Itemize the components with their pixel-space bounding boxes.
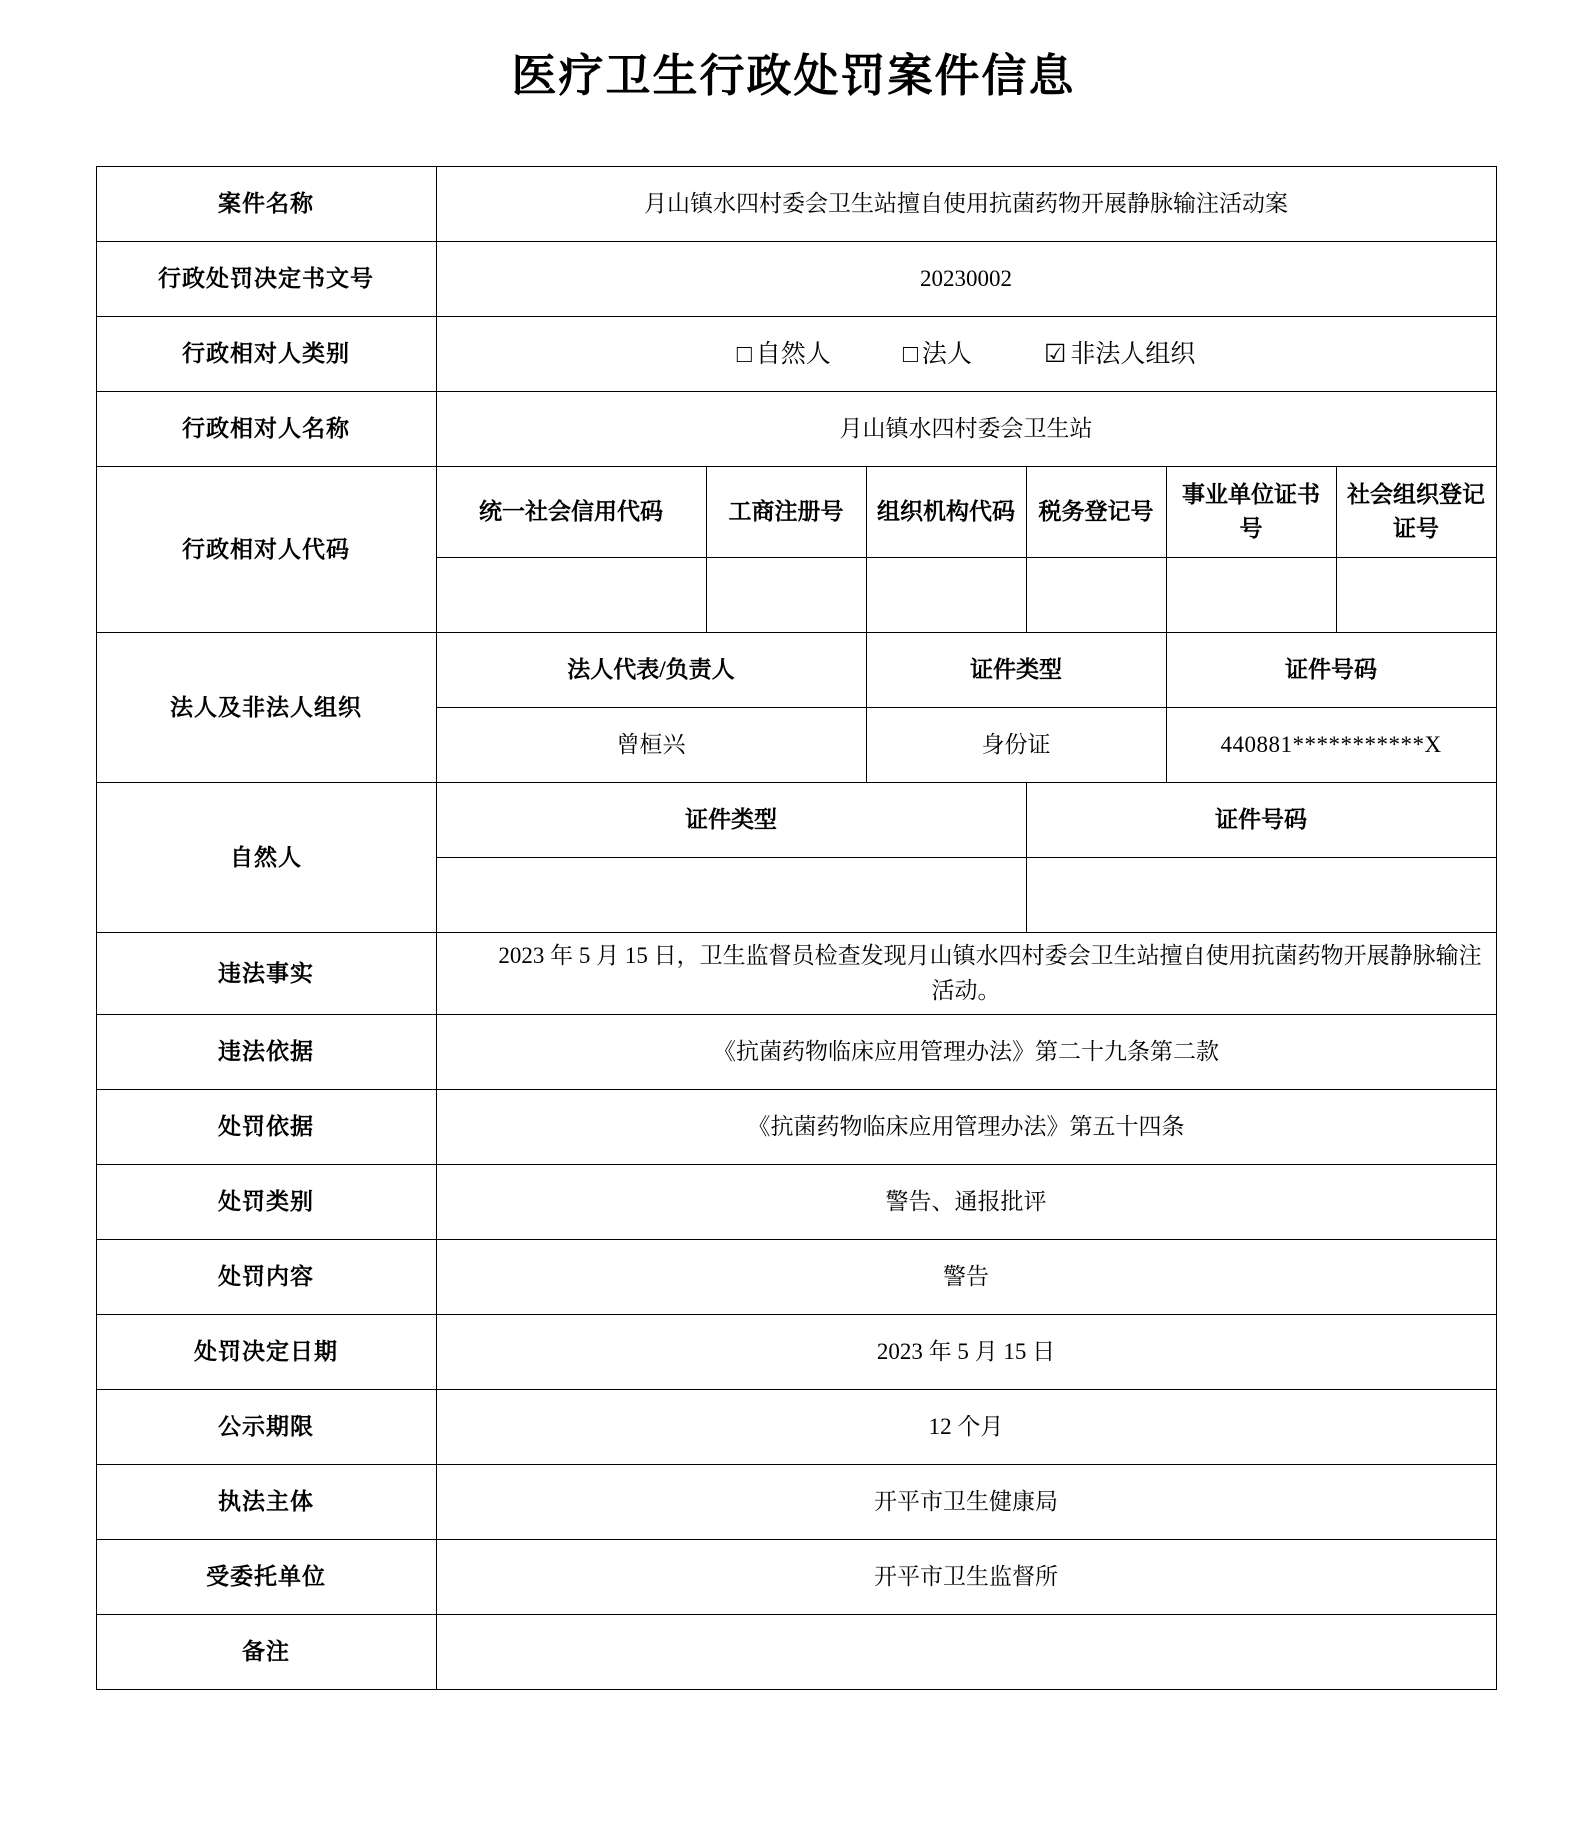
value-natural-person-id-number xyxy=(1026,858,1496,933)
header-natural-person-id-type: 证件类型 xyxy=(436,783,1026,858)
label-party-type: 行政相对人类别 xyxy=(96,317,436,392)
label-illegal-basis: 违法依据 xyxy=(96,1015,436,1090)
label-decision-date: 处罚决定日期 xyxy=(96,1315,436,1390)
value-illegal-facts: 2023 年 5 月 15 日，卫生监督员检查发现月山镇水四村委会卫生站擅自使用抗菌药物开展静脉输注活动。 xyxy=(436,933,1496,1015)
label-penalty-content: 处罚内容 xyxy=(96,1240,436,1315)
table-row xyxy=(96,392,1496,467)
header-id-type: 证件类型 xyxy=(866,633,1166,708)
checkbox-label: 非法人组织 xyxy=(1070,340,1196,368)
label-penalty-basis: 处罚依据 xyxy=(96,1090,436,1165)
value-penalty-type: 警告、通报批评 xyxy=(436,1165,1496,1240)
header-tax-registration-no: 税务登记号 xyxy=(1026,467,1166,558)
checkbox-icon: □ xyxy=(736,340,752,368)
value-natural-person-id-type xyxy=(436,858,1026,933)
penalty-info-table-wrapper xyxy=(94,104,1494,1690)
header-natural-person-id-number: 证件号码 xyxy=(1026,783,1496,858)
table-row xyxy=(96,1540,1496,1615)
label-remarks: 备注 xyxy=(96,1615,436,1690)
header-unified-social-credit-code: 统一社会信用代码 xyxy=(436,467,706,558)
value-case-name: 月山镇水四村委会卫生站擅自使用抗菌药物开展静脉输注活动案 xyxy=(436,167,1496,242)
table-row xyxy=(96,242,1496,317)
value-decision-date: 2023 年 5 月 15 日 xyxy=(436,1315,1496,1390)
label-case-name: 案件名称 xyxy=(96,167,436,242)
table-row xyxy=(96,1615,1496,1690)
penalty-info-table xyxy=(96,166,1497,1690)
value-organization-code xyxy=(866,558,1026,633)
value-id-type: 身份证 xyxy=(866,708,1166,783)
checkbox-icon: □ xyxy=(902,340,918,368)
label-party-codes: 行政相对人代码 xyxy=(96,467,436,633)
header-legal-representative: 法人代表/负责人 xyxy=(436,633,866,708)
value-business-registration-no xyxy=(706,558,866,633)
value-party-name: 月山镇水四村委会卫生站 xyxy=(436,392,1496,467)
label-decision-doc-no: 行政处罚决定书文号 xyxy=(96,242,436,317)
table-row xyxy=(96,167,1496,242)
label-enforcement-authority: 执法主体 xyxy=(96,1465,436,1540)
value-unified-social-credit-code xyxy=(436,558,706,633)
table-row xyxy=(96,1015,1496,1090)
header-business-registration-no: 工商注册号 xyxy=(706,467,866,558)
table-row xyxy=(96,633,1496,708)
table-row xyxy=(96,1465,1496,1540)
label-illegal-facts: 违法事实 xyxy=(96,933,436,1015)
value-decision-doc-no: 20230002 xyxy=(436,242,1496,317)
label-penalty-type: 处罚类别 xyxy=(96,1165,436,1240)
checkbox-option-legal-person[interactable] xyxy=(903,336,972,374)
table-row xyxy=(96,933,1496,1015)
value-party-type xyxy=(436,317,1496,392)
header-organization-code: 组织机构代码 xyxy=(866,467,1026,558)
table-row xyxy=(96,467,1496,558)
value-tax-registration-no xyxy=(1026,558,1166,633)
label-entrusted-unit: 受委托单位 xyxy=(96,1540,436,1615)
header-id-number: 证件号码 xyxy=(1166,633,1496,708)
checkbox-label: 法人 xyxy=(921,340,972,368)
value-illegal-basis: 《抗菌药物临床应用管理办法》第二十九条第二款 xyxy=(436,1015,1496,1090)
party-type-options xyxy=(445,336,1488,374)
value-remarks xyxy=(436,1615,1496,1690)
checkbox-label: 自然人 xyxy=(755,340,831,368)
value-enforcement-authority: 开平市卫生健康局 xyxy=(436,1465,1496,1540)
value-legal-representative: 曾桓兴 xyxy=(436,708,866,783)
label-natural-person: 自然人 xyxy=(96,783,436,933)
table-row xyxy=(96,1315,1496,1390)
value-penalty-basis: 《抗菌药物临床应用管理办法》第五十四条 xyxy=(436,1090,1496,1165)
header-institution-certificate-no: 事业单位证书号 xyxy=(1166,467,1336,558)
label-legal-org: 法人及非法人组织 xyxy=(96,633,436,783)
value-penalty-content: 警告 xyxy=(436,1240,1496,1315)
page-title: 医疗卫生行政处罚案件信息 xyxy=(511,51,1076,101)
value-publicity-period: 12 个月 xyxy=(436,1390,1496,1465)
checkbox-option-unincorporated-org[interactable] xyxy=(1044,336,1195,374)
checkbox-checked-icon: ☑ xyxy=(1043,340,1067,368)
table-row xyxy=(96,1165,1496,1240)
checkbox-option-natural-person[interactable] xyxy=(737,336,831,374)
value-social-org-registration-no xyxy=(1336,558,1496,633)
table-row xyxy=(96,1090,1496,1165)
table-row xyxy=(96,1390,1496,1465)
table-row xyxy=(96,783,1496,858)
label-publicity-period: 公示期限 xyxy=(96,1390,436,1465)
value-id-number: 440881***********X xyxy=(1166,708,1496,783)
value-entrusted-unit: 开平市卫生监督所 xyxy=(436,1540,1496,1615)
header-social-org-registration-no: 社会组织登记证号 xyxy=(1336,467,1496,558)
label-party-name: 行政相对人名称 xyxy=(96,392,436,467)
table-row xyxy=(96,1240,1496,1315)
value-institution-certificate-no xyxy=(1166,558,1336,633)
table-row xyxy=(96,317,1496,392)
